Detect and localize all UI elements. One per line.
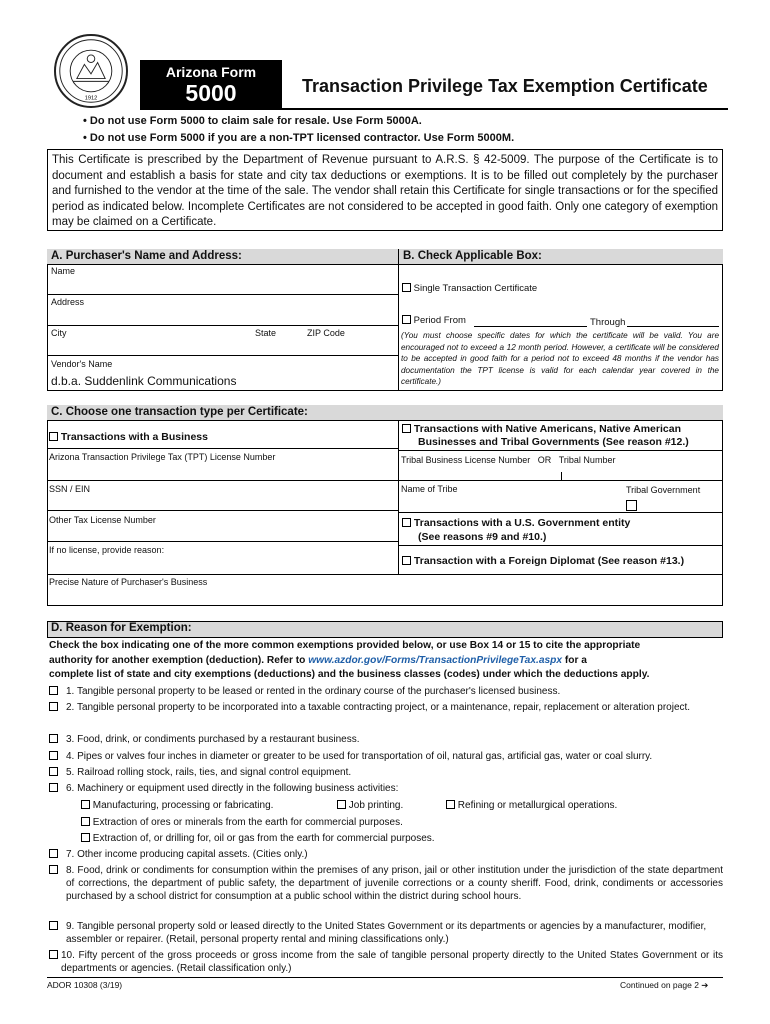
address-field[interactable] [48, 307, 397, 325]
name-field[interactable] [48, 276, 397, 294]
intro-paragraph: This Certificate is prescribed by the Department of Revenue pursuant to A.R.S. § 42-5009. The purpose of the Certificate is to document and establish a basis for state and city tax deductions or exemptions. It is to be filled out completely by the purchaser and furnished to the vendor at the time of the sale. The vendor shall retain this Certificate for single transactions or for the specified period as indicated below. Incomplete Certificates are not considered to be accepted in good faith. Only one category of exemption may be claimed on a Certificate. [47, 149, 723, 231]
section-a-heading: A. Purchaser's Name and Address: [47, 249, 399, 265]
manufacturing-checkbox[interactable] [81, 800, 90, 809]
arizona-state-seal-icon [54, 34, 128, 108]
sub6-extraction-ores-option[interactable] [81, 817, 403, 828]
business-option[interactable] [49, 431, 208, 443]
reason-8-checkbox[interactable] [49, 865, 58, 874]
reason-8-text: 8. Food, drink or condiments for consumption within the premises of any prison, jail or other institution under the jurisdiction of the state department of corrections, the department of public safety, the department of juvenile corrections or a county sheriff. Food, drink, condiments or accessories purchased by a school district for consumption at a public school within the district during school hours. [66, 865, 723, 902]
native-american-option[interactable] [402, 423, 689, 449]
form-number-box [140, 60, 282, 108]
single-transaction-checkbox[interactable] [402, 283, 411, 292]
form-number: 5000 [185, 80, 237, 106]
form-code: ADOR 10308 (3/19) [47, 980, 123, 990]
extraction-ores-checkbox[interactable] [81, 817, 90, 826]
extraction-oil-label: Extraction of, or drilling for, oil or gas from the earth for commercial purposes. [92, 833, 435, 844]
sub6-refining-option[interactable] [446, 800, 617, 811]
no-license-reason-label: If no license, provide reason: [49, 545, 165, 555]
refining-label: Refining or metallurgical operations. [457, 800, 618, 811]
native-american-label-1: Transactions with Native Americans, Native American [413, 423, 681, 435]
foreign-diplomat-option[interactable] [402, 555, 684, 567]
single-transaction-option[interactable] [402, 283, 537, 294]
reason-5-text: 5. Railroad rolling stock, rails, ties, and signal control equipment. [66, 767, 352, 778]
divider [47, 574, 723, 575]
divider [398, 512, 723, 513]
name-label: Name [51, 266, 76, 276]
divider [47, 541, 399, 542]
reason-2-text: 2. Tangible personal property to be incorporated into a taxable contracting project, or a maintenance, repair, replacement or alteration project. [66, 702, 691, 713]
divider [47, 510, 399, 511]
single-transaction-label: Single Transaction Certificate [413, 283, 538, 294]
foreign-diplomat-checkbox[interactable] [402, 556, 411, 565]
sub6-manufacturing-option[interactable] [81, 800, 273, 811]
us-government-label-1: Transactions with a U.S. Government entity [413, 517, 631, 529]
notices [83, 113, 514, 147]
period-note: (You must choose specific dates for which the certificate will be valid. You are encouraged not to exceed a 12 month period. However, a certificate will be considered to be accepted in good faith for a period not to exceed 48 months if the vendor has documentation the TPT license is valid for each calendar year covered in the certificate.) [401, 331, 719, 386]
city-label: City [51, 328, 67, 338]
reason-5-checkbox[interactable] [49, 767, 58, 776]
zip-label: ZIP Code [307, 328, 345, 338]
section-ab-divider [398, 249, 399, 391]
reason-3-text: 3. Food, drink, or condiments purchased by a restaurant business. [66, 734, 360, 745]
divider [47, 325, 399, 326]
native-american-checkbox[interactable] [402, 424, 411, 433]
seal-year: 1912 [84, 95, 98, 102]
us-government-option[interactable] [402, 516, 630, 544]
divider [47, 448, 399, 449]
sub6-extraction-oil-option[interactable] [81, 833, 435, 844]
divider [47, 355, 399, 356]
job-printing-label: Job printing. [348, 800, 404, 811]
vendor-label: Vendor's Name [51, 359, 113, 369]
form-label: Arizona Form [165, 64, 257, 80]
or-text: OR [537, 455, 552, 465]
foreign-diplomat-label: Transaction with a Foreign Diplomat (See reason #13.) [413, 555, 685, 567]
other-license-label: Other Tax License Number [49, 515, 156, 525]
page-title: Transaction Privilege Tax Exemption Certificate [302, 76, 708, 96]
reason-7-checkbox[interactable] [49, 849, 58, 858]
reason-6-text: 6. Machinery or equipment used directly in the following business activities: [66, 783, 399, 794]
tribe-name-label: Name of Tribe [401, 484, 458, 494]
us-government-label-2: (See reasons #9 and #10.) [418, 531, 547, 543]
reason-10-text: 10. Fifty percent of the gross proceeds or gross income from the sale of tangible personal property directly to the United States Government or its departments or agencies. (Retail classification only.) [61, 950, 723, 974]
reason-9-text: 9. Tangible personal property sold or leased directly to the United States Government or its departments or agencies by a manufacturer, modifier, assembler or repairer. (Retail, personal property rental and mining classifications only.) [66, 921, 707, 945]
state-label: State [255, 328, 277, 338]
notice-resale: • Do not use Form 5000 to claim sale for resale. Use Form 5000A. [83, 115, 422, 127]
tribal-government-label: Tribal Government [626, 485, 701, 495]
job-printing-checkbox[interactable] [337, 800, 346, 809]
section-c-divider [398, 421, 399, 574]
instructions-line-2-tail: for a [562, 654, 587, 666]
vendor-name-value[interactable]: d.b.a. Suddenlink Communications [51, 374, 237, 388]
extraction-oil-checkbox[interactable] [81, 833, 90, 842]
reason-3-checkbox[interactable] [49, 734, 58, 743]
divider [47, 480, 723, 481]
footer-rule [47, 977, 723, 978]
precise-nature-label: Precise Nature of Purchaser's Business [49, 577, 208, 587]
reason-1-text: 1. Tangible personal property to be leased or rented in the ordinary course of the purchaser's licensed business. [66, 686, 561, 697]
tribal-business-license-label [401, 455, 615, 465]
reason-7-text: 7. Other income producing capital assets. (Cities only.) [66, 849, 308, 860]
instructions-line-2-text: authority for another exemption (deduction). Refer to [49, 654, 309, 666]
refining-checkbox[interactable] [446, 800, 455, 809]
ssn-ein-label: SSN / EIN [49, 484, 91, 494]
header-rule [140, 108, 728, 110]
reason-2-checkbox[interactable] [49, 702, 58, 711]
instructions-line-1: Check the box indicating one of the more common exemptions provided below, or use Box 14 or 15 to cite the appropriate [49, 640, 641, 651]
section-d-instructions [49, 639, 723, 683]
continued-note: Continued on page 2 ➔ [620, 980, 709, 990]
instructions-line-3: complete list of state and city exemptions (deductions) and the business classes (codes) under which the deductions apply. [49, 669, 650, 680]
section-c-heading: C. Choose one transaction type per Certificate: [47, 405, 723, 421]
reason-4-text: 4. Pipes or valves four inches in diameter or greater to be used for transportation of oil, natural gas, artificial gas, water or coal slurry. [66, 751, 653, 762]
through-label: Through [590, 317, 626, 328]
divider [398, 450, 723, 451]
notice-contractor: • Do not use Form 5000 if you are a non-TPT licensed contractor. Use Form 5000M. [83, 132, 515, 144]
manufacturing-label: Manufacturing, processing or fabricating. [92, 800, 274, 811]
reason-1-checkbox[interactable] [49, 686, 58, 695]
us-government-checkbox[interactable] [402, 518, 411, 527]
reason-9-checkbox[interactable] [49, 921, 58, 930]
through-field[interactable] [627, 326, 719, 327]
section-b-heading: B. Check Applicable Box: [398, 249, 723, 265]
divider [47, 294, 399, 295]
exemptions-link[interactable]: www.azdor.gov/Forms/TransactionPrivilegeTax.aspx [308, 654, 563, 666]
period-from-field[interactable] [474, 326, 587, 327]
period-option[interactable] [402, 315, 466, 326]
tribal-number-text: Tribal Number [558, 455, 616, 465]
divider [398, 545, 723, 546]
period-from-label: Period From [413, 315, 466, 326]
reason-4-checkbox[interactable] [49, 751, 58, 760]
reason-6-checkbox[interactable] [49, 783, 58, 792]
business-checkbox[interactable] [49, 432, 58, 441]
divider [561, 472, 562, 480]
period-checkbox[interactable] [402, 315, 411, 324]
extraction-ores-label: Extraction of ores or minerals from the earth for commercial purposes. [92, 817, 403, 828]
tpt-license-label: Arizona Transaction Privilege Tax (TPT) License Number [49, 452, 276, 462]
instructions-line-2 [49, 654, 723, 669]
tribal-government-checkbox[interactable] [626, 500, 637, 511]
address-label: Address [51, 297, 85, 307]
section-d-heading: D. Reason for Exemption: [51, 622, 192, 634]
native-american-label-2: Businesses and Tribal Governments (See reason #12.) [418, 436, 689, 448]
sub6-job-printing-option[interactable] [337, 800, 403, 811]
tribal-license-text: Tribal Business License Number [401, 455, 531, 465]
reason-10-checkbox[interactable] [49, 950, 58, 959]
business-label: Transactions with a Business [60, 431, 208, 443]
